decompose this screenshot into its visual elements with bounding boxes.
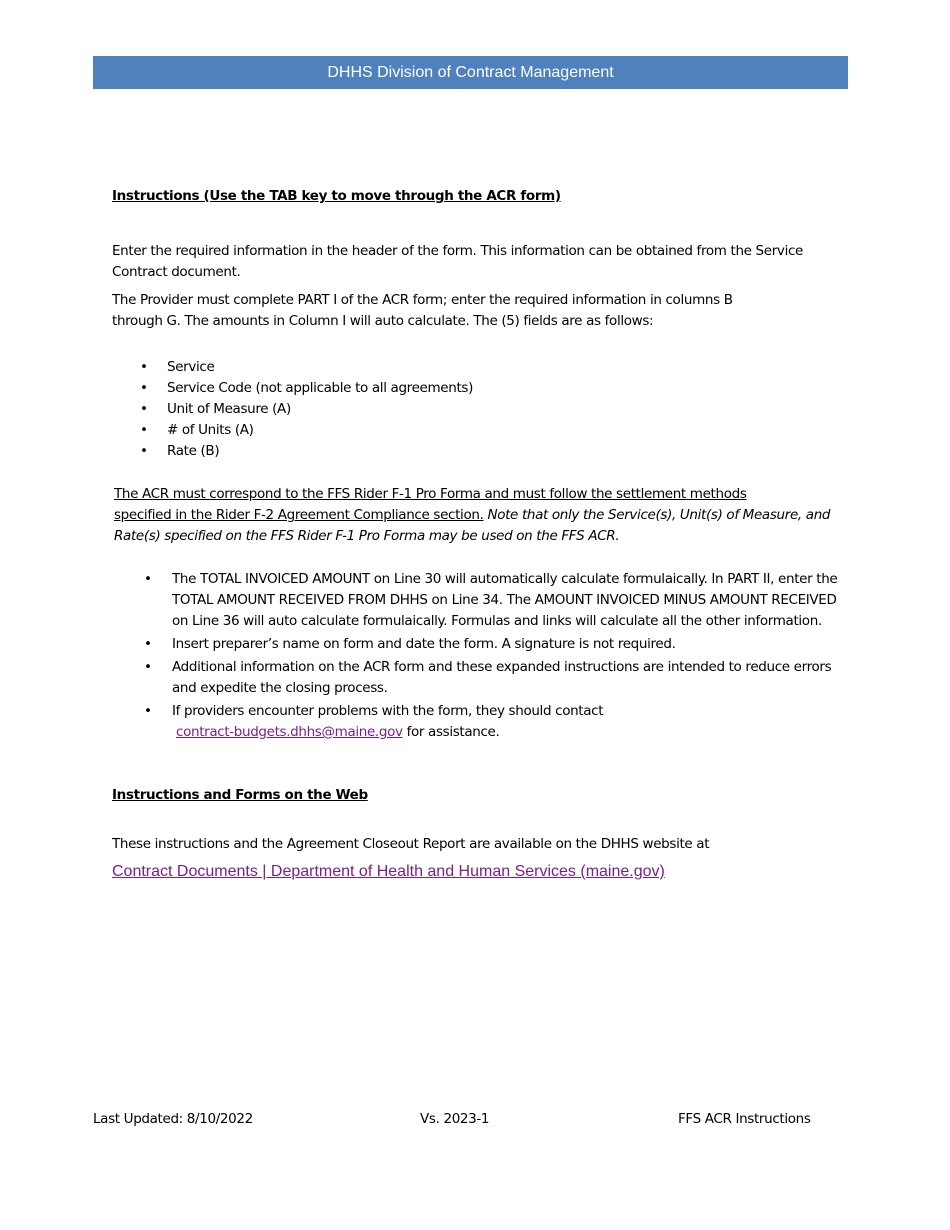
- intro-paragraph-1: Enter the required information in the header of the form. This information can be obtained from the Service Contract document.: [112, 243, 803, 280]
- notes-list: [144, 569, 852, 743]
- list-item: • The TOTAL INVOICED AMOUNT on Line 30 will automatically calculate formulaically. In PART II, enter the TOTAL AMOUNT RECEIVED FROM DHHS on Line 34. The AMOUNT INVOICED MINUS AMOUNT RECEIVED on Line 36 will auto calculate formulaically. Formulas and links will calculate all the other information.: [144, 569, 852, 632]
- instructions-heading: Instructions (Use the TAB key to move through the ACR form): [112, 188, 561, 204]
- intro-paragraph-2-line-2: through G. The amounts in Column I will auto calculate. The (5) fields are as follows:: [112, 313, 654, 329]
- intro-paragraph-2-line-1: The Provider must complete PART I of the ACR form; enter the required information in columns B: [112, 292, 733, 308]
- contact-text: If providers encounter problems with the form, they should contact: [172, 703, 604, 719]
- acr-correspondence-paragraph: [114, 484, 852, 547]
- web-paragraph: These instructions and the Agreement Closeout Report are available on the DHHS website at: [112, 836, 710, 852]
- footer-doc-title: FFS ACR Instructions: [678, 1111, 811, 1127]
- document-body: [112, 186, 852, 882]
- list-item: • Unit of Measure (A): [140, 399, 852, 420]
- list-item: • Additional information on the ACR form and these expanded instructions are intended to reduce errors and expedite the closing process.: [144, 657, 852, 699]
- header-banner: [93, 56, 848, 89]
- footer-last-updated: Last Updated: 8/10/2022: [93, 1111, 253, 1127]
- contract-documents-link[interactable]: Contract Documents | Department of Health and Human Services (maine.gov): [112, 863, 665, 880]
- intro-paragraph-2: [112, 290, 852, 332]
- list-item: • # of Units (A): [140, 420, 852, 441]
- header-title: DHHS Division of Contract Management: [327, 63, 614, 81]
- list-item: • Service Code (not applicable to all agreements): [140, 378, 852, 399]
- list-item-contact: [144, 701, 852, 743]
- fields-list: [140, 357, 852, 462]
- list-item: • Service: [140, 357, 852, 378]
- acr-requirement-line-1: The ACR must correspond to the FFS Rider F-1 Pro Forma and must follow the settlement methods: [114, 486, 747, 502]
- contact-email-link[interactable]: contract-budgets.dhhs@maine.gov: [176, 724, 403, 740]
- acr-requirement-line-2: specified in the Rider F-2 Agreement Compliance section.: [114, 507, 484, 523]
- list-item: • Insert preparer’s name on form and date the form. A signature is not required.: [144, 634, 852, 655]
- contact-suffix: for assistance.: [402, 724, 500, 740]
- page-footer: [93, 1111, 833, 1133]
- web-heading: Instructions and Forms on the Web: [112, 787, 368, 803]
- list-item: • Rate (B): [140, 441, 852, 462]
- acr-note: Note that only the Service(s), Unit(s) of Measure, and Rate(s) specified on the FFS Rider F-1 Pro Forma may be used on the FFS ACR.: [114, 507, 831, 544]
- footer-version: Vs. 2023-1: [420, 1111, 490, 1127]
